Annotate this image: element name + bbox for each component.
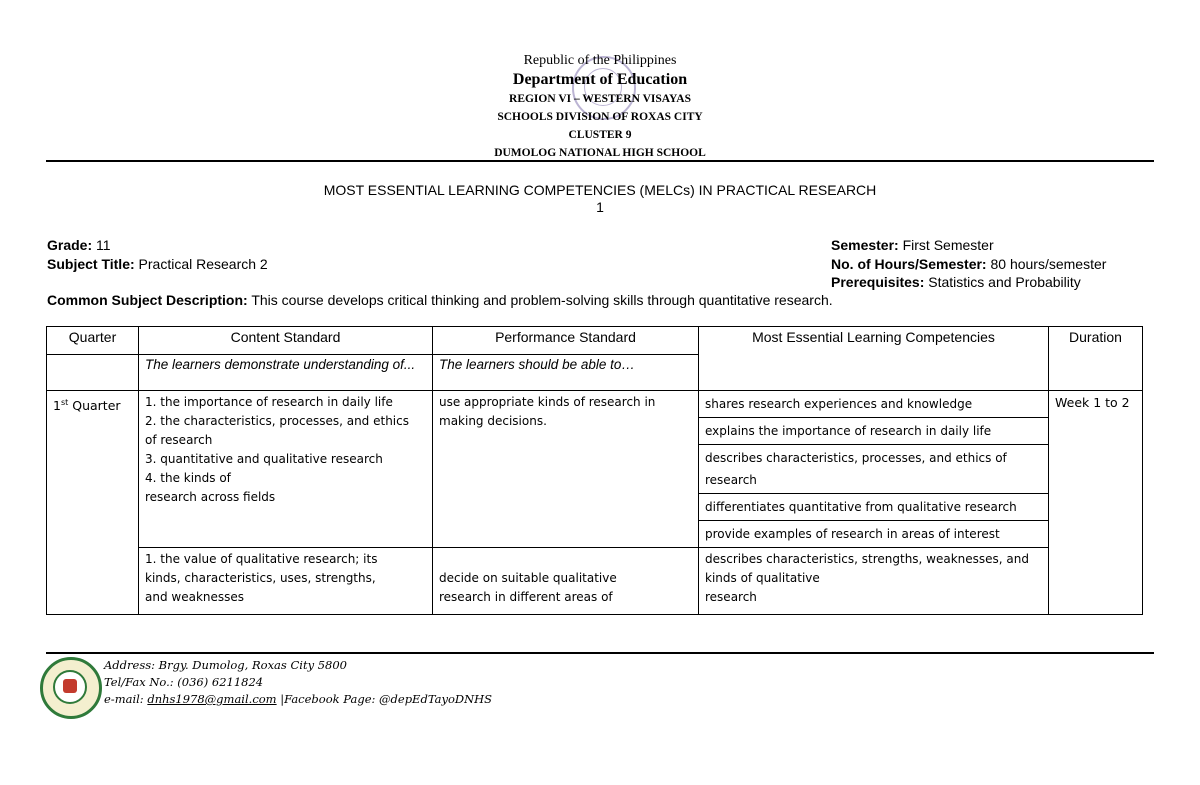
footer-telfax: Tel/Fax No.: (036) 6211824	[104, 675, 264, 689]
content-line: 4. the kinds of	[145, 471, 231, 485]
competency-line: kinds of qualitative	[705, 571, 820, 585]
prereq-value: Statistics and Probability	[928, 274, 1081, 290]
content-line: kinds, characteristics, uses, strengths,	[145, 571, 376, 585]
quarter-number: 1	[53, 398, 61, 414]
competency-item: explains the importance of research in daily life	[699, 418, 1048, 445]
content-line: 2. the characteristics, processes, and ethics	[145, 414, 409, 428]
header-competencies: Most Essential Learning Competencies	[699, 327, 1049, 391]
email-label: e-mail:	[104, 692, 144, 706]
department-line: Department of Education	[512, 71, 688, 88]
footer-email-line	[104, 691, 492, 708]
content-line: 3. quantitative and qualitative research	[145, 452, 383, 466]
table-header-row	[47, 327, 1143, 355]
grade-value: 11	[96, 237, 111, 253]
competency-item: shares research experiences and knowledge	[699, 391, 1048, 418]
republic-line: Republic of the Philippines	[523, 53, 677, 68]
letterhead	[0, 52, 1200, 162]
quarter-word: Quarter	[72, 398, 121, 414]
title-line-1: MOST ESSENTIAL LEARNING COMPETENCIES (MELCs) IN PRACTICAL RESEARCH	[323, 182, 877, 198]
meta-left	[47, 236, 268, 273]
cluster-line: CLUSTER 9	[568, 129, 632, 141]
footer-address: Address: Brgy. Dumolog, Roxas City 5800	[104, 658, 347, 672]
content-line: of research	[145, 433, 213, 447]
quarter-cell	[47, 391, 139, 615]
duration-cell: Week 1 to 2	[1049, 391, 1143, 615]
title-line-2: 1	[596, 199, 604, 215]
header-quarter: Quarter	[47, 327, 139, 355]
table-row	[47, 391, 1143, 548]
performance-standard-cell-1: use appropriate kinds of research in making decisions.	[433, 391, 699, 548]
subheader-quarter-empty	[47, 355, 139, 391]
content-standard-cell-1	[139, 391, 433, 548]
subheader-content: The learners demonstrate understanding of...	[139, 355, 433, 391]
competencies-cell-2	[699, 548, 1049, 615]
competency-item: provide examples of research in areas of interest	[705, 527, 1000, 541]
content-line: 1. the importance of research in daily life	[145, 395, 393, 409]
performance-standard-cell-2	[433, 548, 699, 615]
desc-value: This course develops critical thinking and problem-solving skills through quantitative research.	[251, 292, 833, 308]
subject-value: Practical Research 2	[138, 255, 268, 272]
content-standard-cell-2	[139, 548, 433, 615]
prereq-label: Prerequisites:	[831, 274, 925, 290]
header-duration: Duration	[1049, 327, 1143, 391]
content-line: research across fields	[145, 490, 276, 504]
competency-line: describes characteristics, strengths, weaknesses, and	[705, 552, 1030, 566]
subject-label: Subject Title:	[47, 255, 135, 272]
document-title	[0, 182, 1200, 216]
subject-description	[47, 291, 833, 310]
region-line: REGION VI – WESTERN VISAYAS	[509, 93, 691, 105]
table-row	[47, 548, 1143, 615]
semester-label: Semester:	[831, 237, 899, 253]
hours-value: 80 hours/semester	[990, 255, 1107, 272]
header-performance-standard: Performance Standard	[433, 327, 699, 355]
header-content-standard: Content Standard	[139, 327, 433, 355]
competency-item: describes characteristics, processes, and ethics of research	[699, 445, 1048, 494]
competency-item: differentiates quantitative from qualitative research	[699, 494, 1048, 521]
footer-contact	[104, 657, 492, 708]
desc-label: Common Subject Description:	[47, 292, 248, 308]
meta-right	[831, 236, 1106, 292]
content-line: and weaknesses	[145, 590, 245, 604]
grade-label: Grade:	[47, 237, 93, 253]
email-link[interactable]: dnhs1978@gmail.com	[147, 692, 277, 706]
school-seal-icon	[40, 657, 102, 719]
subheader-performance: The learners should be able to…	[433, 355, 699, 391]
footer-divider	[46, 652, 1154, 654]
content-line: 1. the value of qualitative research; its	[145, 552, 378, 566]
hours-label: No. of Hours/Semester:	[831, 255, 987, 272]
competency-line: research	[705, 590, 757, 604]
competencies-cell-1	[699, 391, 1049, 548]
school-line: DUMOLOG NATIONAL HIGH SCHOOL	[494, 147, 706, 159]
header-divider	[46, 160, 1154, 162]
melc-table	[46, 326, 1143, 615]
performance-line: decide on suitable qualitative	[439, 571, 617, 585]
semester-value: First Semester	[902, 237, 994, 253]
quarter-ordinal: st	[60, 398, 69, 407]
facebook-page: |Facebook Page: @depEdTayoDNHS	[280, 692, 493, 706]
division-line: SCHOOLS DIVISION OF ROXAS CITY	[497, 111, 703, 123]
performance-line: research in different areas of	[439, 590, 613, 604]
